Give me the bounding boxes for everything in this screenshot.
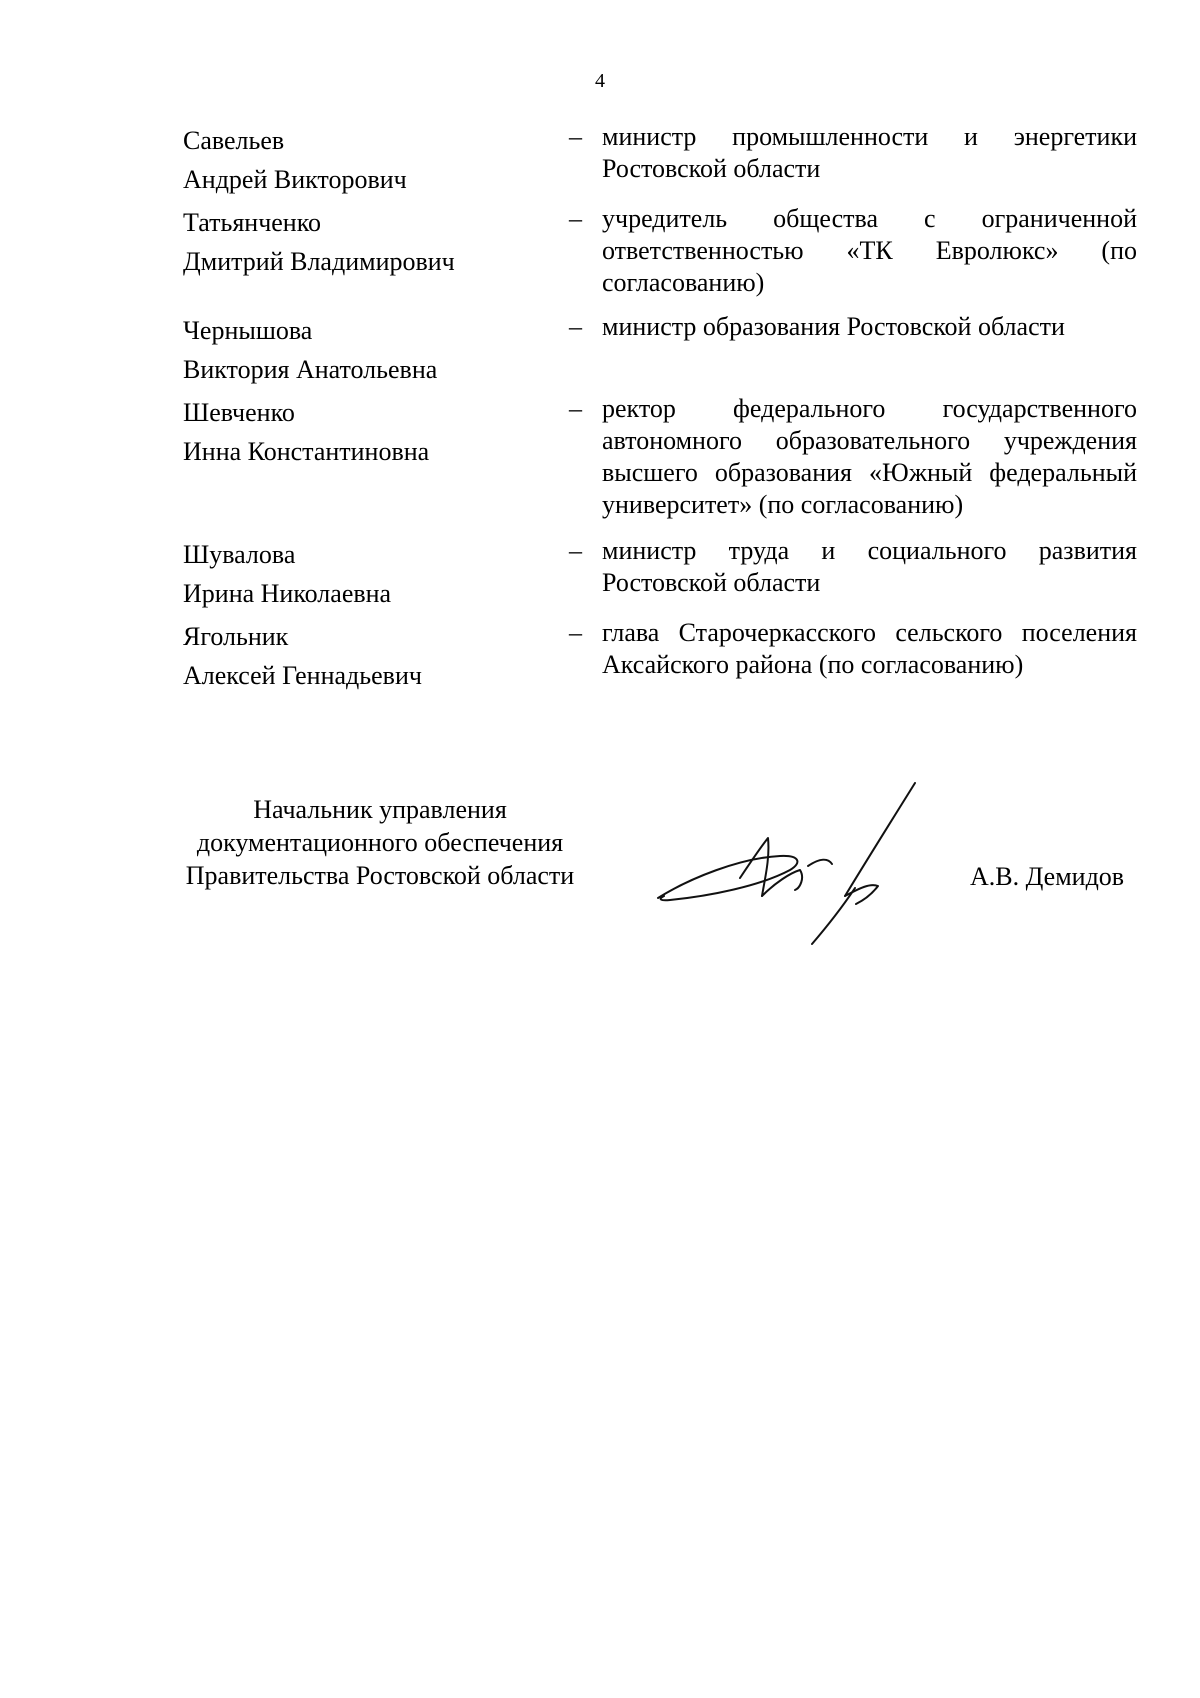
member-name xyxy=(183,311,563,389)
member-role: учредитель общества с ограниченной ответственностью «ТК Евролюкс» (по согласованию) xyxy=(602,204,1137,297)
handwritten-signature xyxy=(650,778,950,948)
member-name xyxy=(183,617,563,695)
member-name xyxy=(183,535,563,613)
member-dash: – xyxy=(569,394,582,423)
member-surname: Савельев xyxy=(183,126,285,155)
member-dash: – xyxy=(569,204,582,233)
signatory-position xyxy=(160,793,600,892)
member-role: министр промышленности и энергетики Ростовской области xyxy=(602,122,1137,183)
member-name xyxy=(183,203,563,281)
member-given-names: Дмитрий Владимирович xyxy=(183,247,455,276)
member-given-names: Андрей Викторович xyxy=(183,165,407,194)
member-surname: Татьянченко xyxy=(183,208,322,237)
signatory-position-line: Правительства Ростовской области xyxy=(185,861,575,890)
member-given-names: Инна Константиновна xyxy=(183,437,430,466)
member-role: министр труда и социального развития Ростовской области xyxy=(602,536,1137,597)
member-surname: Ягольник xyxy=(183,622,289,651)
member-role: глава Старочеркасского сельского поселения Аксайского района (по согласованию) xyxy=(602,618,1137,679)
member-surname: Чернышова xyxy=(183,316,313,345)
member-dash: – xyxy=(569,618,582,647)
signatory-name: А.В. Демидов xyxy=(970,862,1125,891)
member-role: министр образования Ростовской области xyxy=(602,312,1065,341)
member-given-names: Алексей Геннадьевич xyxy=(183,661,422,690)
signatory-position-line: документационного обеспечения xyxy=(196,828,564,857)
member-given-names: Ирина Николаевна xyxy=(183,579,392,608)
member-dash: – xyxy=(569,312,582,341)
member-given-names: Виктория Анатольевна xyxy=(183,355,438,384)
page-number: 4 xyxy=(595,70,605,92)
member-name xyxy=(183,121,563,199)
member-surname: Шевченко xyxy=(183,398,295,427)
signatory-position-line: Начальник управления xyxy=(253,795,507,824)
member-role: ректор федерального государственного автономного образовательного учреждения высшего образования «Южный федеральный университет» (по согласованию) xyxy=(602,394,1137,519)
member-dash: – xyxy=(569,122,582,151)
member-surname: Шувалова xyxy=(183,540,296,569)
member-dash: – xyxy=(569,536,582,565)
member-name xyxy=(183,393,563,471)
